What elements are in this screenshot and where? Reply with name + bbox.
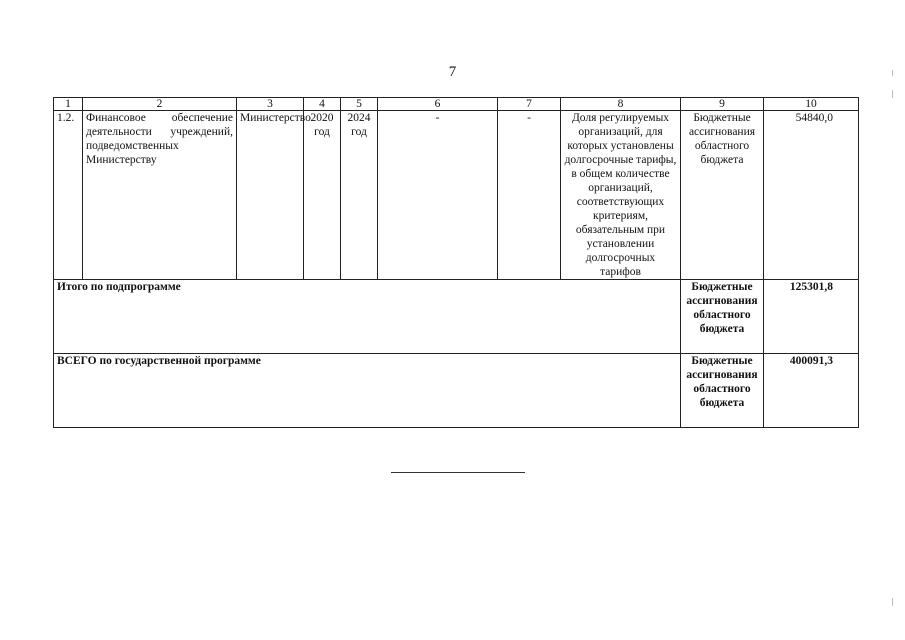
column-number-cell: 5 <box>341 98 378 111</box>
total-label: ВСЕГО по государственной программе <box>54 354 681 428</box>
subtotal-label: Итого по подпрограмме <box>54 280 681 354</box>
column-number-cell: 9 <box>681 98 764 111</box>
column-number-cell: 2 <box>83 98 237 111</box>
column-6-value: - <box>378 111 498 280</box>
table-row <box>54 111 859 280</box>
column-number-cell: 10 <box>764 98 859 111</box>
row-number: 1.2. <box>54 111 83 280</box>
column-number-cell: 3 <box>237 98 304 111</box>
separator-line <box>391 472 525 473</box>
column-number-cell: 7 <box>498 98 561 111</box>
total-row <box>54 354 859 428</box>
subtotal-amount: 125301,8 <box>764 280 859 354</box>
page-number: 7 <box>448 64 457 80</box>
indicator: Доля регулируемых организаций, для которых установлены долгосрочные тарифы, в общем количестве организаций, соответствующих критериям, обязательным при установлении долгосрочных тарифов <box>561 111 681 280</box>
column-number-cell: 4 <box>304 98 341 111</box>
amount: 54840,0 <box>764 111 859 280</box>
column-number-cell: 1 <box>54 98 83 111</box>
scan-mark <box>892 70 893 76</box>
column-number-cell: 6 <box>378 98 498 111</box>
funding-source: Бюджетные ассигнования областного бюджета <box>681 111 764 280</box>
total-amount: 400091,3 <box>764 354 859 428</box>
column-7-value: - <box>498 111 561 280</box>
subtotal-funding-source: Бюджетные ассигнования областного бюджета <box>681 280 764 354</box>
executor: Министерство <box>237 111 304 280</box>
column-number-row <box>54 98 859 111</box>
scan-mark <box>892 90 893 98</box>
subtotal-row <box>54 280 859 354</box>
end-year: 2024 год <box>341 111 378 280</box>
activity-name: Финансовое обеспечение деятельности учреждений, подведомственных Министерству <box>83 111 237 280</box>
total-funding-source: Бюджетные ассигнования областного бюджета <box>681 354 764 428</box>
scan-mark <box>892 598 893 606</box>
start-year: 2020 год <box>304 111 341 280</box>
program-table <box>53 97 859 428</box>
column-number-cell: 8 <box>561 98 681 111</box>
